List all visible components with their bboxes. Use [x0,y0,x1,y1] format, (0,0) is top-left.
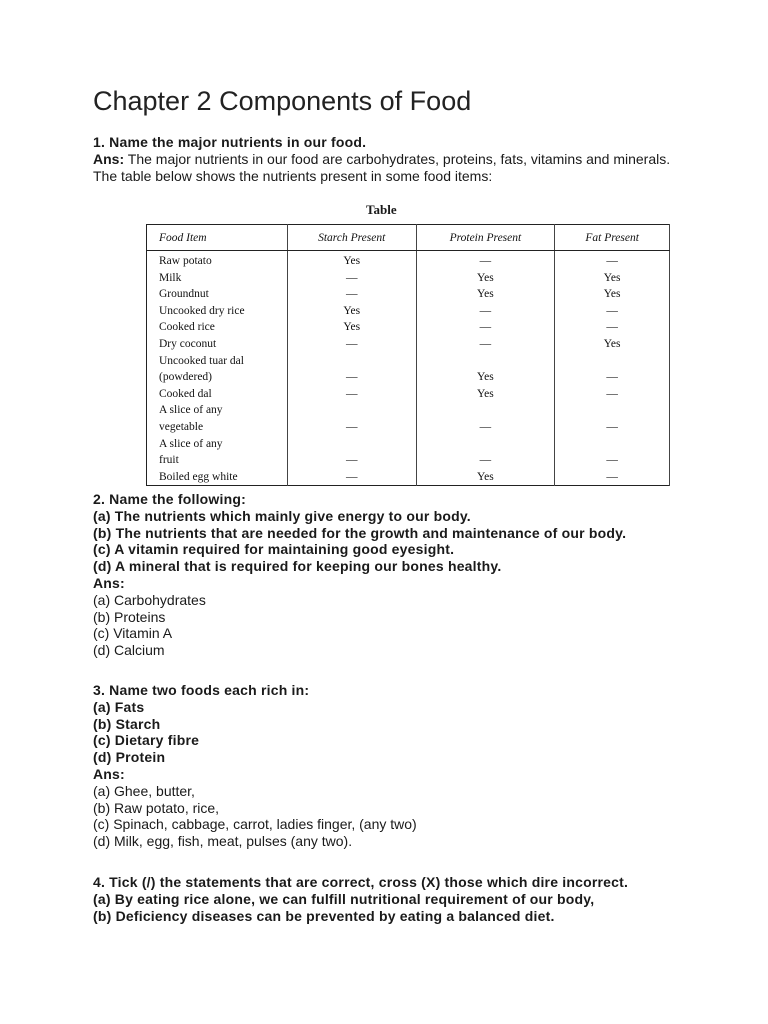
food-item-cell: A slice of any [147,436,288,453]
question-2-line: (b) The nutrients that are needed for the growth and maintenance of our body. [93,524,627,541]
question-3-line: (d) Protein [93,749,166,766]
nutrient-cell: — [287,286,416,303]
nutrient-cell: Yes [416,369,555,386]
nutrient-cell: — [416,452,555,469]
nutrient-cell: — [287,386,416,403]
food-item-cell: Dry coconut [147,336,288,353]
question-3-line: (c) Dietary fibre [93,732,200,749]
nutrient-cell: Yes [555,336,670,353]
food-item-cell: fruit [147,452,288,469]
table-row [147,402,670,419]
nutrient-cell [555,402,670,419]
answer-label: Ans: [93,574,125,591]
nutrient-cell: Yes [555,270,670,287]
table-header-cell: Protein Present [416,225,555,251]
table-caption: Table [366,202,397,217]
question-2-line: (c) A vitamin required for maintaining good eyesight. [93,541,455,558]
question-2-line: (d) A mineral that is required for keeping our bones healthy. [93,558,502,575]
nutrient-cell: — [555,469,670,486]
food-item-cell: vegetable [147,419,288,436]
table-row [147,369,670,386]
answer-3-line: (a) Ghee, butter, [93,782,195,799]
table-row [147,353,670,370]
nutrient-cell: — [416,251,555,270]
table-row [147,319,670,336]
answer-2-line: (c) Vitamin A [93,625,173,642]
table-row [147,336,670,353]
nutrient-cell: — [555,251,670,270]
food-item-cell: Boiled egg white [147,469,288,486]
answer-1 [93,151,683,168]
nutrient-cell: Yes [287,251,416,270]
table-row [147,251,670,270]
question-1: 1. Name the major nutrients in our food. [93,134,367,150]
food-item-cell: Milk [147,270,288,287]
nutrient-cell [416,353,555,370]
nutrient-cell: — [555,452,670,469]
table-header-cell: Starch Present [287,225,416,251]
nutrient-cell [287,436,416,453]
nutrient-cell [287,353,416,370]
food-item-cell: Uncooked dry rice [147,303,288,320]
nutrient-cell [555,436,670,453]
nutrient-cell: — [287,452,416,469]
nutrient-cell: — [416,336,555,353]
food-item-cell: Cooked dal [147,386,288,403]
table-row [147,386,670,403]
answer-2-line: (d) Calcium [93,642,165,659]
table-row [147,469,670,486]
nutrients-table [146,224,670,486]
nutrient-cell: — [555,419,670,436]
nutrient-cell: — [416,319,555,336]
food-item-cell: Cooked rice [147,319,288,336]
question-2-line: 2. Name the following: [93,491,246,507]
nutrient-cell: — [287,336,416,353]
nutrient-cell: — [555,369,670,386]
table-header-row [147,225,670,251]
nutrient-cell: — [287,419,416,436]
answer-2-line: (b) Proteins [93,608,166,625]
food-item-cell: A slice of any [147,402,288,419]
nutrient-cell [416,436,555,453]
question-4-line: 4. Tick (/) the statements that are correct, cross (X) those which dire incorrect. [93,874,629,890]
table-row [147,286,670,303]
table-header-cell: Food Item [147,225,288,251]
table-header-cell: Fat Present [555,225,670,251]
question-3-line: 3. Name two foods each rich in: [93,682,310,698]
nutrient-cell: Yes [416,469,555,486]
question-4-block [93,874,693,924]
nutrient-cell: — [555,303,670,320]
food-item-cell: Raw potato [147,251,288,270]
food-item-cell: Uncooked tuar dal [147,353,288,370]
question-4-line: (a) By eating rice alone, we can fulfill nutritional requirement of our body, [93,890,595,907]
nutrient-cell [555,353,670,370]
table-row [147,303,670,320]
nutrient-cell [287,402,416,419]
answer-label: Ans: [93,765,125,782]
question-3-line: (b) Starch [93,715,161,732]
question-2-block [93,491,693,659]
answer-label: Ans: [93,150,125,167]
table-intro: The table below shows the nutrients present in some food items: [93,167,493,184]
table-row [147,419,670,436]
question-3-line: (a) Fats [93,698,145,715]
question-3-block [93,682,693,850]
answer-2-line: (a) Carbohydrates [93,591,206,608]
answer-3-line: (c) Spinach, cabbage, carrot, ladies finger, (any two) [93,816,417,833]
nutrient-cell: — [287,369,416,386]
nutrient-cell: Yes [555,286,670,303]
answer-1-text: The major nutrients in our food are carbohydrates, proteins, fats, vitamins and minerals. [124,150,671,167]
nutrient-cell: — [555,319,670,336]
nutrient-cell: Yes [416,386,555,403]
page-title: Chapter 2 Components of Food [93,86,472,116]
food-item-cell: (powdered) [147,369,288,386]
question-4-line: (b) Deficiency diseases can be prevented by eating a balanced diet. [93,907,555,924]
nutrient-cell: Yes [416,270,555,287]
table-row [147,452,670,469]
nutrient-cell: Yes [287,319,416,336]
nutrient-cell: — [287,469,416,486]
nutrient-cell: — [416,303,555,320]
food-item-cell: Groundnut [147,286,288,303]
nutrient-cell: — [287,270,416,287]
nutrient-cell [416,402,555,419]
table-row [147,270,670,287]
table-row [147,436,670,453]
answer-3-line: (d) Milk, egg, fish, meat, pulses (any two). [93,833,353,850]
nutrient-cell: — [555,386,670,403]
nutrient-cell: — [416,419,555,436]
nutrient-cell: Yes [416,286,555,303]
answer-3-line: (b) Raw potato, rice, [93,799,220,816]
question-2-line: (a) The nutrients which mainly give energy to our body. [93,507,471,524]
nutrient-cell: Yes [287,303,416,320]
question-1-block [93,134,693,184]
